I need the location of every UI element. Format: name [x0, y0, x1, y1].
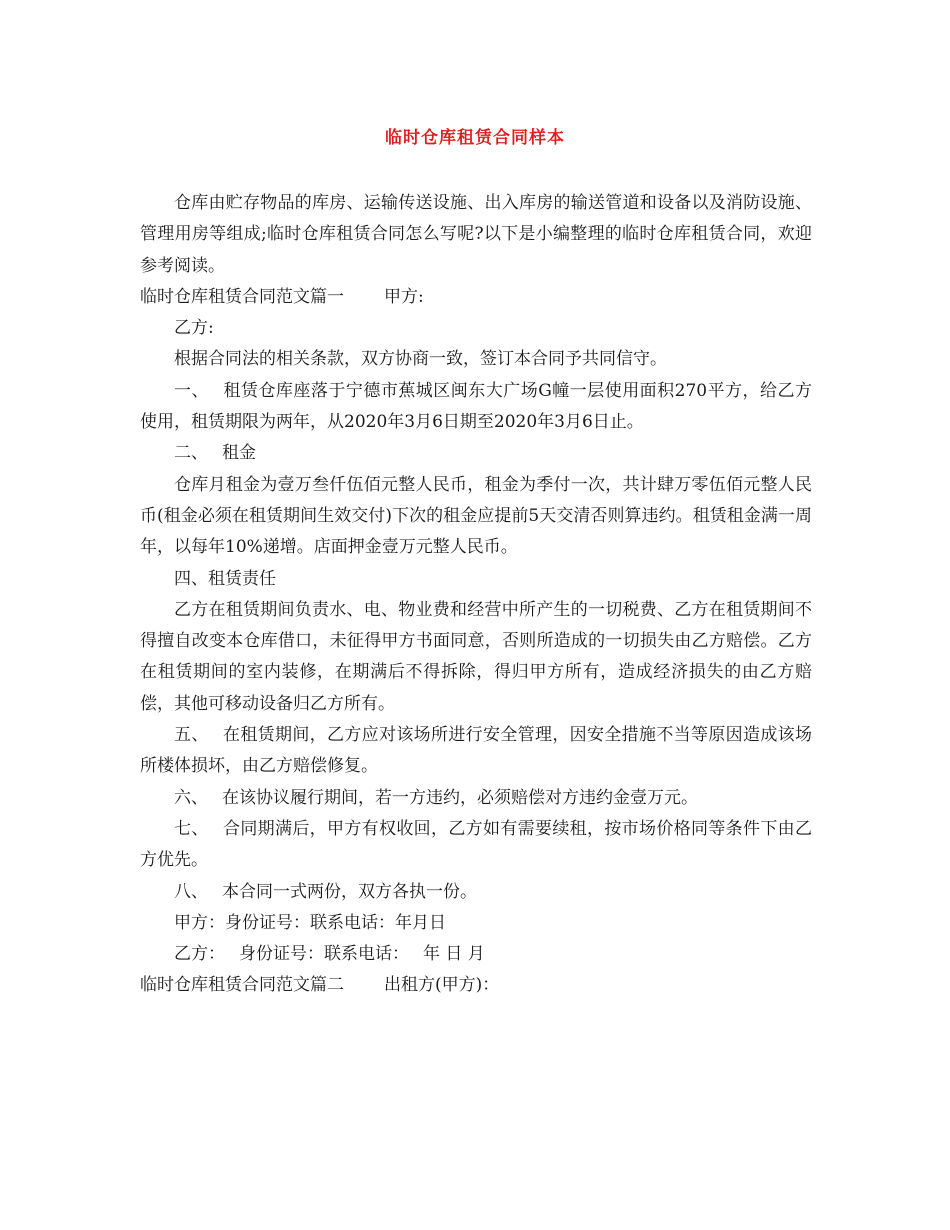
- basis-paragraph: 根据合同法的相关条款，双方协商一致，签订本合同予共同信守。: [174, 349, 667, 370]
- document-title: 临时仓库租赁合同样本: [385, 128, 565, 148]
- section1-heading-line: [140, 282, 812, 313]
- signature-party-b-label: 乙方：: [174, 944, 225, 965]
- clause-7-text: 合同期满后，甲方有权收回，乙方如有需要续租，按市场价格同等条件下由乙方优先。: [140, 818, 813, 871]
- clause-2-heading: [140, 438, 812, 469]
- document-body: [140, 188, 812, 1002]
- clause-6-text: 在该协议履行期间，若一方违约，必须赔偿对方违约金壹万元。: [222, 787, 698, 808]
- clause-1: [140, 376, 812, 439]
- clause-8-text: 本合同一式两份，双方各执一份。: [222, 881, 477, 902]
- section2-heading: 临时仓库租赁合同范文篇二: [140, 975, 344, 996]
- clause-8-number: 八、: [174, 881, 208, 902]
- section2-heading-line: [140, 970, 812, 1001]
- rent-paragraph: 仓库月租金为壹万叁仟伍佰元整人民币，租金为季付一次，共计肆万零伍佰元整人民币(租金必须在租赁期间生效交付)下次的租金应提前5天交清否则算违约。租赁租金满一周年，以每年10%递增。店面押金壹万元整人民币。: [140, 474, 812, 558]
- section1-heading: 临时仓库租赁合同范文篇一: [140, 286, 344, 307]
- clause-2-number: 二、: [174, 443, 208, 464]
- clause-2-title: 租金: [222, 443, 256, 464]
- signature-party-b-fields: 身份证号：联系电话：: [239, 944, 409, 965]
- signature-party-b: [140, 939, 812, 970]
- clause-8: [140, 877, 812, 908]
- signature-party-b-date: 年 日 月: [423, 944, 485, 965]
- section1-party-a: 甲方:: [384, 286, 424, 307]
- clause-6: [140, 783, 812, 814]
- clause-7: [140, 814, 812, 877]
- clause-5: [140, 720, 812, 783]
- clause-6-number: 六、: [174, 787, 208, 808]
- signature-party-a: 甲方：身份证号：联系电话：年月日: [174, 912, 446, 933]
- clause-4-paragraph: 乙方在租赁期间负责水、电、物业费和经营中所产生的一切税费、乙方在租赁期间不得擅自改变本仓库借口，未征得甲方书面同意，否则所造成的一切损失由乙方赔偿。乙方在租赁期间的室内装修，在期满后不得拆除，得归甲方所有，造成经济损失的由乙方赔偿，其他可移动设备归乙方所有。: [140, 599, 812, 714]
- intro-paragraph: 仓库由贮存物品的库房、运输传送设施、出入库房的输送管道和设备以及消防设施、管理用房等组成;临时仓库租赁合同怎么写呢?以下是小编整理的临时仓库租赁合同，欢迎参考阅读。: [140, 193, 812, 276]
- clause-1-number: 一、: [174, 380, 209, 401]
- clause-4-heading: 四、租赁责任: [174, 568, 276, 589]
- clause-5-number: 五、: [174, 725, 209, 746]
- party-b-line: 乙方:: [174, 318, 214, 339]
- clause-7-number: 七、: [174, 818, 209, 839]
- clause-5-text: 在租赁期间，乙方应对该场所进行安全管理，因安全措施不当等原因造成该场所楼体损坏，由乙方赔偿修复。: [140, 725, 813, 777]
- section2-lessor: 出租方(甲方)：: [384, 975, 500, 996]
- clause-1-text: 租赁仓库座落于宁德市蕉城区闽东大广场G幢一层使用面积270平方，给乙方使用，租赁期限为两年，从2020年3月6日期至2020年3月6日止。: [140, 380, 813, 433]
